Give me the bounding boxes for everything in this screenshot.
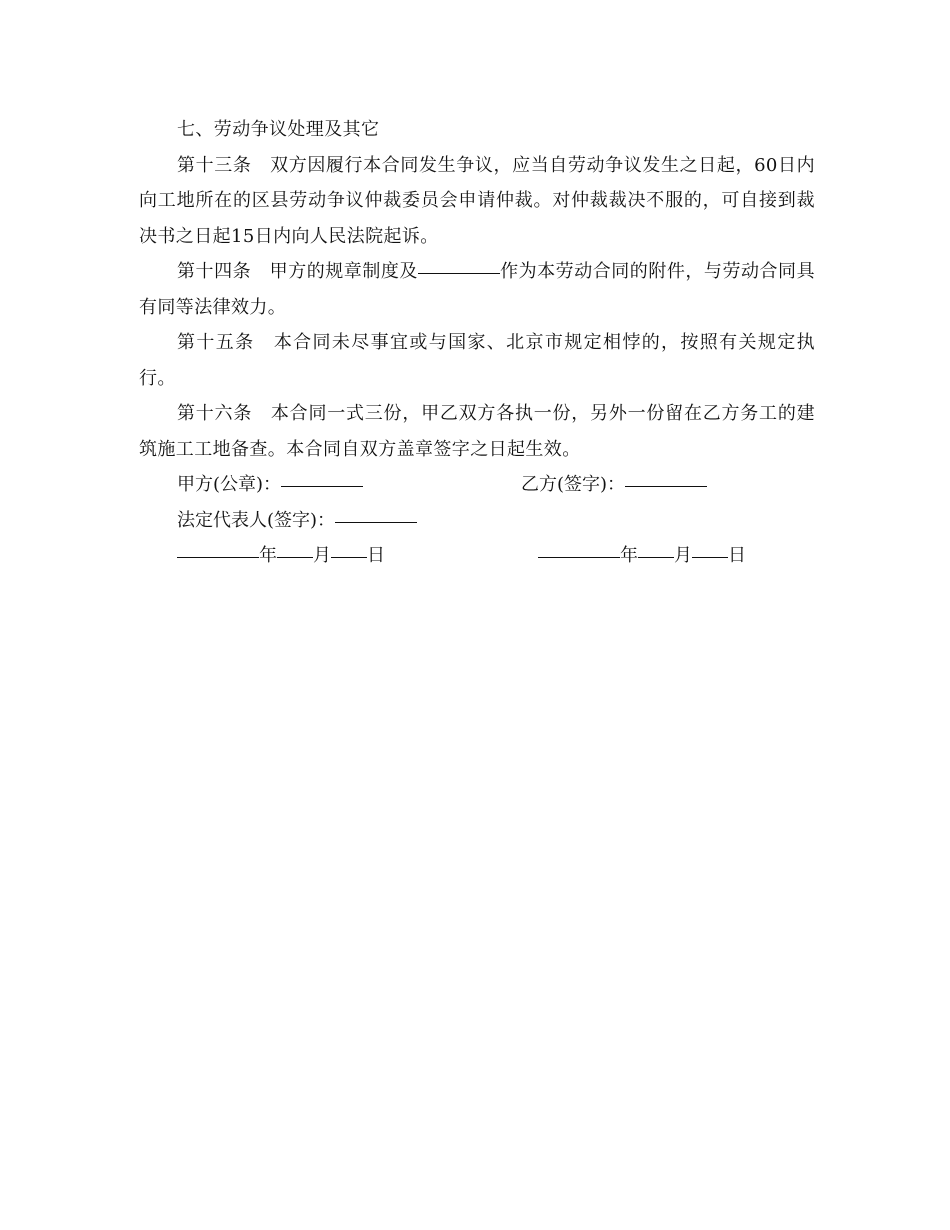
attachment-blank — [418, 253, 500, 274]
party-a-day-blank — [331, 537, 367, 558]
party-b-blank — [625, 466, 707, 487]
party-a-label: 甲方(公章)： — [177, 474, 282, 495]
party-b-month-label: 月 — [674, 545, 692, 566]
article-13 — [139, 148, 815, 255]
article-13-label: 第十三条 — [177, 154, 252, 176]
party-a-month-label: 月 — [313, 545, 331, 566]
article-16 — [139, 396, 815, 467]
party-b-day-blank — [692, 537, 728, 558]
signature-row-dates — [139, 538, 815, 574]
party-b-year-blank — [538, 537, 620, 558]
party-a-signature — [177, 467, 363, 503]
party-b-label: 乙方(签字)： — [521, 474, 626, 495]
article-16-text: 本合同一式三份，甲乙双方各执一份，另外一份留在乙方务工的建筑施工工地备查。本合同自双方盖章签字之日起生效。 — [139, 403, 815, 460]
article-14-text-after: 作为本劳动合同的附件，与劳动合同具有同等法律效力。 — [139, 261, 815, 318]
section-title-text: 七、劳动争议处理及其它 — [177, 119, 380, 140]
party-b-year-label: 年 — [620, 545, 638, 566]
article-16-label: 第十六条 — [177, 403, 253, 424]
legal-rep-label: 法定代表人(签字)： — [177, 509, 336, 531]
article-13-text: 双方因履行本合同发生争议，应当自劳动争议发生之日起，60日内向工地所在的区县劳动争议仲裁委员会申请仲裁。对仲裁裁决不服的，可自接到裁决书之日起15日内向人民法院起诉。 — [139, 154, 815, 247]
party-a-year-label: 年 — [259, 545, 277, 566]
article-15-label: 第十五条 — [177, 332, 255, 353]
party-a-date — [177, 538, 385, 574]
legal-rep-blank — [335, 502, 417, 523]
article-15-text: 本合同未尽事宜或与国家、北京市规定相悖的，按照有关规定执行。 — [139, 332, 815, 389]
section-title — [139, 112, 815, 148]
party-b-day-label: 日 — [728, 545, 746, 566]
article-14-label: 第十四条 — [177, 261, 252, 282]
article-15 — [139, 325, 815, 396]
party-b-date — [538, 538, 746, 574]
party-b-signature — [521, 467, 707, 503]
article-14 — [139, 254, 815, 325]
signature-row-legal-rep — [139, 503, 815, 539]
article-14-text-before: 甲方的规章制度及 — [269, 261, 418, 282]
legal-rep-signature — [177, 503, 417, 539]
signature-row-parties — [139, 467, 815, 503]
party-b-month-blank — [638, 537, 674, 558]
party-a-blank — [281, 466, 363, 487]
party-a-month-blank — [277, 537, 313, 558]
party-a-day-label: 日 — [367, 545, 385, 566]
document-body — [139, 112, 815, 574]
party-a-year-blank — [177, 537, 259, 558]
